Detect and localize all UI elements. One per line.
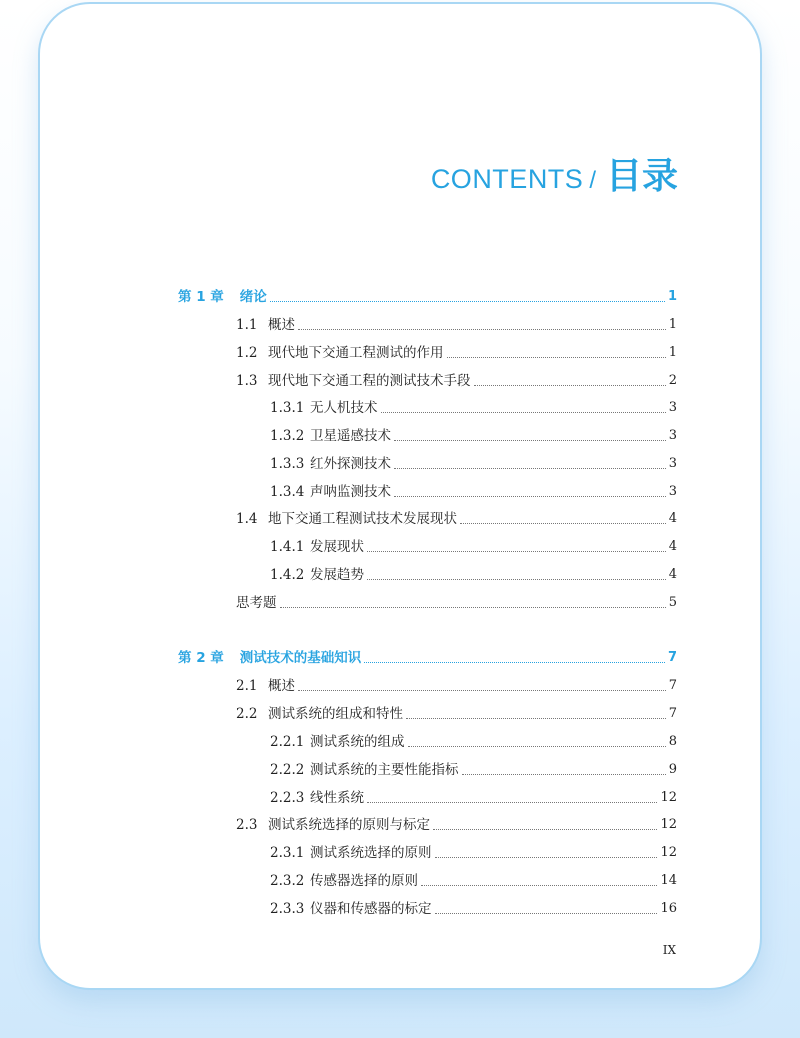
toc-entry[interactable] bbox=[270, 899, 677, 919]
toc-title: 无人机技术 bbox=[310, 400, 378, 416]
toc-title: 绪论 bbox=[239, 289, 267, 305]
toc-title: 思考题 bbox=[236, 595, 277, 611]
toc-number: 1.4.2 bbox=[270, 567, 305, 583]
toc-number: 2.1 bbox=[236, 678, 258, 694]
toc-entry[interactable] bbox=[236, 509, 677, 529]
toc-page-number: 7 bbox=[667, 650, 677, 665]
toc-page-number: 3 bbox=[668, 484, 677, 499]
toc-number: 1.3.1 bbox=[270, 400, 305, 416]
toc-title: 测试系统的主要性能指标 bbox=[310, 762, 459, 778]
toc-title: 仪器和传感器的标定 bbox=[310, 901, 432, 917]
toc-entry[interactable] bbox=[270, 871, 677, 891]
toc-entry[interactable] bbox=[270, 843, 677, 863]
toc-page-number: 8 bbox=[668, 734, 677, 749]
page-number: IX bbox=[662, 943, 676, 957]
toc-page-number: 12 bbox=[660, 845, 677, 860]
toc-entry[interactable] bbox=[270, 482, 677, 502]
toc-title: 红外探测技术 bbox=[310, 456, 391, 472]
dot-leader bbox=[462, 774, 666, 775]
dot-leader bbox=[394, 496, 666, 497]
title-chinese: 目录 bbox=[605, 156, 678, 197]
toc-page-number: 4 bbox=[668, 567, 677, 582]
dot-leader bbox=[435, 913, 658, 914]
toc-page-number: 16 bbox=[660, 901, 677, 916]
dot-leader bbox=[298, 690, 666, 691]
toc-page-number: 1 bbox=[667, 289, 677, 304]
toc-page-number: 14 bbox=[660, 873, 677, 888]
toc-page-number: 9 bbox=[668, 762, 677, 777]
toc-title: 概述 bbox=[268, 678, 295, 694]
toc-number: 1.2 bbox=[236, 345, 258, 361]
toc-page-number: 1 bbox=[668, 345, 677, 360]
toc-entry[interactable] bbox=[270, 537, 677, 557]
toc-title: 传感器选择的原则 bbox=[310, 873, 418, 889]
dot-leader bbox=[406, 718, 666, 719]
toc-page-number: 3 bbox=[668, 428, 677, 443]
toc-page-number: 7 bbox=[668, 706, 677, 721]
toc-number: 1.3 bbox=[236, 373, 258, 389]
title-separator: / bbox=[589, 167, 596, 194]
toc-chapter[interactable] bbox=[178, 648, 677, 668]
dot-leader bbox=[433, 829, 657, 830]
toc-page-number: 4 bbox=[668, 511, 677, 526]
toc-entry[interactable] bbox=[236, 815, 677, 835]
dot-leader bbox=[381, 412, 666, 413]
toc-entry[interactable] bbox=[270, 760, 677, 780]
toc-title: 现代地下交通工程的测试技术手段 bbox=[268, 373, 471, 389]
toc-number: 2.2.3 bbox=[270, 790, 305, 806]
toc-entry[interactable] bbox=[236, 315, 677, 335]
toc-entry[interactable] bbox=[236, 676, 677, 696]
toc-number: 1.1 bbox=[236, 317, 258, 333]
dot-leader bbox=[447, 357, 666, 358]
toc-number: 1.3.4 bbox=[270, 484, 305, 500]
toc-page-number: 5 bbox=[668, 595, 677, 610]
dot-leader bbox=[394, 468, 666, 469]
toc-page-number: 12 bbox=[660, 790, 677, 805]
toc-title: 测试技术的基础知识 bbox=[239, 650, 362, 666]
toc-number: 2.3.3 bbox=[270, 901, 305, 917]
toc-title: 发展趋势 bbox=[310, 567, 364, 583]
toc-title: 测试系统选择的原则 bbox=[310, 845, 432, 861]
dot-leader bbox=[367, 802, 657, 803]
toc-number: 1.4.1 bbox=[270, 539, 305, 555]
toc-entry[interactable] bbox=[236, 593, 677, 613]
dot-leader bbox=[364, 662, 665, 663]
toc-number: 第 2 章 bbox=[178, 650, 224, 666]
toc-page-number: 1 bbox=[668, 317, 677, 332]
title-english: CONTENTS bbox=[430, 164, 584, 194]
dot-leader bbox=[394, 440, 666, 441]
toc-entry[interactable] bbox=[270, 398, 677, 418]
toc-title: 地下交通工程测试技术发展现状 bbox=[268, 511, 457, 527]
toc-entry[interactable] bbox=[270, 454, 677, 474]
toc-page-number: 3 bbox=[668, 400, 677, 415]
dot-leader bbox=[421, 885, 657, 886]
contents-title bbox=[431, 148, 678, 199]
dot-leader bbox=[280, 607, 666, 608]
toc-chapter[interactable] bbox=[178, 287, 677, 307]
toc-title: 声呐监测技术 bbox=[310, 484, 391, 500]
toc-title: 发展现状 bbox=[310, 539, 364, 555]
dot-leader bbox=[367, 579, 666, 580]
toc-title: 测试系统选择的原则与标定 bbox=[268, 817, 430, 833]
toc-number: 1.3.2 bbox=[270, 428, 305, 444]
toc-number: 1.4 bbox=[236, 511, 258, 527]
toc-entry[interactable] bbox=[236, 371, 677, 391]
toc-title: 测试系统的组成和特性 bbox=[268, 706, 403, 722]
toc-entry[interactable] bbox=[236, 704, 677, 724]
dot-leader bbox=[367, 551, 666, 552]
toc-number: 2.2.2 bbox=[270, 762, 305, 778]
toc-entry[interactable] bbox=[270, 788, 677, 808]
dot-leader bbox=[460, 523, 666, 524]
toc-entry[interactable] bbox=[270, 426, 677, 446]
toc-entry[interactable] bbox=[270, 732, 677, 752]
toc-page-number: 7 bbox=[668, 678, 677, 693]
toc-number: 2.2 bbox=[236, 706, 258, 722]
toc-page-number: 2 bbox=[668, 373, 677, 388]
toc-page-number: 3 bbox=[668, 456, 677, 471]
dot-leader bbox=[270, 301, 665, 302]
dot-leader bbox=[435, 857, 658, 858]
toc-number: 2.3.2 bbox=[270, 873, 305, 889]
dot-leader bbox=[298, 329, 666, 330]
toc-number: 2.3.1 bbox=[270, 845, 305, 861]
toc-number: 第 1 章 bbox=[178, 289, 224, 305]
toc-number: 1.3.3 bbox=[270, 456, 305, 472]
toc-title: 卫星遥感技术 bbox=[310, 428, 391, 444]
toc-title: 测试系统的组成 bbox=[310, 734, 405, 750]
toc-title: 线性系统 bbox=[310, 790, 364, 806]
toc-page-number: 12 bbox=[660, 817, 677, 832]
dot-leader bbox=[474, 385, 666, 386]
toc-number: 2.2.1 bbox=[270, 734, 305, 750]
toc-number: 2.3 bbox=[236, 817, 258, 833]
toc-entry[interactable] bbox=[270, 565, 677, 585]
toc-entry[interactable] bbox=[236, 343, 677, 363]
dot-leader bbox=[408, 746, 666, 747]
toc-title: 现代地下交通工程测试的作用 bbox=[268, 345, 444, 361]
toc-page-number: 4 bbox=[668, 539, 677, 554]
toc-title: 概述 bbox=[268, 317, 295, 333]
